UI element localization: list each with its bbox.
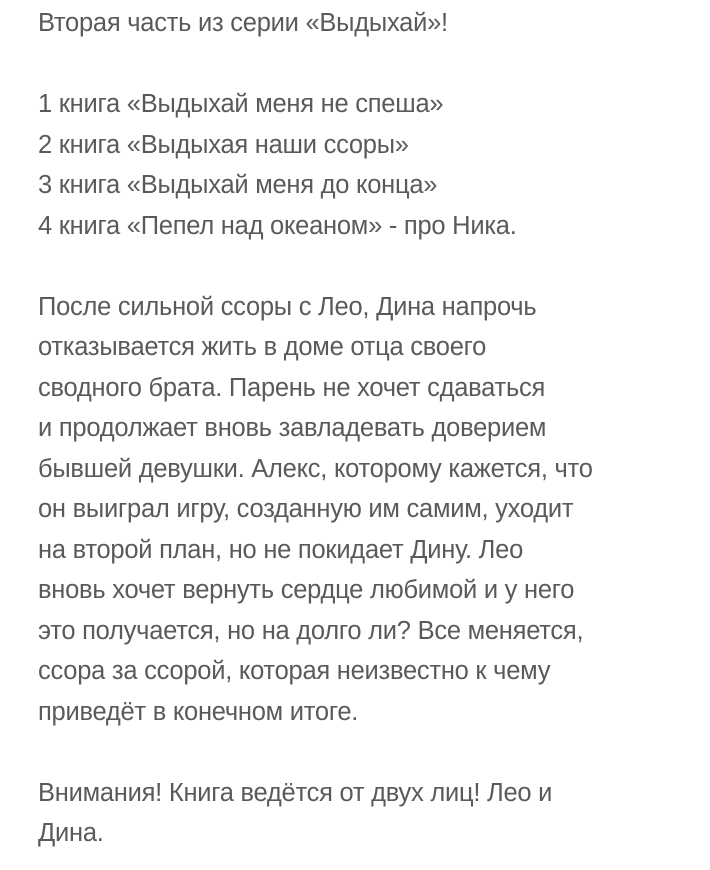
book-list-item: 2 книга «Выдыхая наши ссоры» <box>38 130 409 159</box>
synopsis-line: и продолжает вновь завладевать доверием <box>38 414 547 442</box>
paragraph-gap <box>38 246 682 287</box>
note-paragraph <box>38 773 682 854</box>
note-line: Дина. <box>38 819 104 847</box>
synopsis-line: сводного брата. Парень не хочет сдаваться <box>38 373 546 402</box>
synopsis-line: на второй план, но не покидает Дину. Лео <box>38 535 524 564</box>
synopsis-line: После сильной ссоры с Лео, Дина напрочь <box>38 292 537 321</box>
book-list-item: 1 книга «Выдыхай меня не спеша» <box>38 90 444 118</box>
synopsis-line: вновь хочет вернуть сердце любимой и у него <box>38 576 575 604</box>
book-list <box>38 84 682 246</box>
synopsis-line: приведёт в конечном итоге. <box>38 697 359 726</box>
synopsis-line: это получается, но на долго ли? Все меняется, <box>38 616 584 645</box>
synopsis-line: бывшей девушки. Алекс, которому кажется, что <box>38 454 593 483</box>
book-list-item: 3 книга «Выдыхай меня до конца» <box>38 171 438 199</box>
intro-paragraph <box>38 3 682 44</box>
note-line: Внимания! Книга ведётся от двух лиц! Лео и <box>38 778 553 807</box>
synopsis-line: отказывается жить в доме отца своего <box>38 333 487 361</box>
book-list-item: 4 книга «Пепел над океаном» - про Ника. <box>38 211 517 240</box>
synopsis-line: ссора за ссорой, которая неизвестно к чему <box>38 657 551 685</box>
synopsis-line: он выиграл игру, созданную им самим, уходит <box>38 495 574 523</box>
paragraph-gap <box>38 44 682 85</box>
paragraph-gap <box>38 732 682 773</box>
synopsis-paragraph <box>38 287 682 733</box>
intro-text: Вторая часть из серии «Выдыхай»! <box>38 9 448 37</box>
